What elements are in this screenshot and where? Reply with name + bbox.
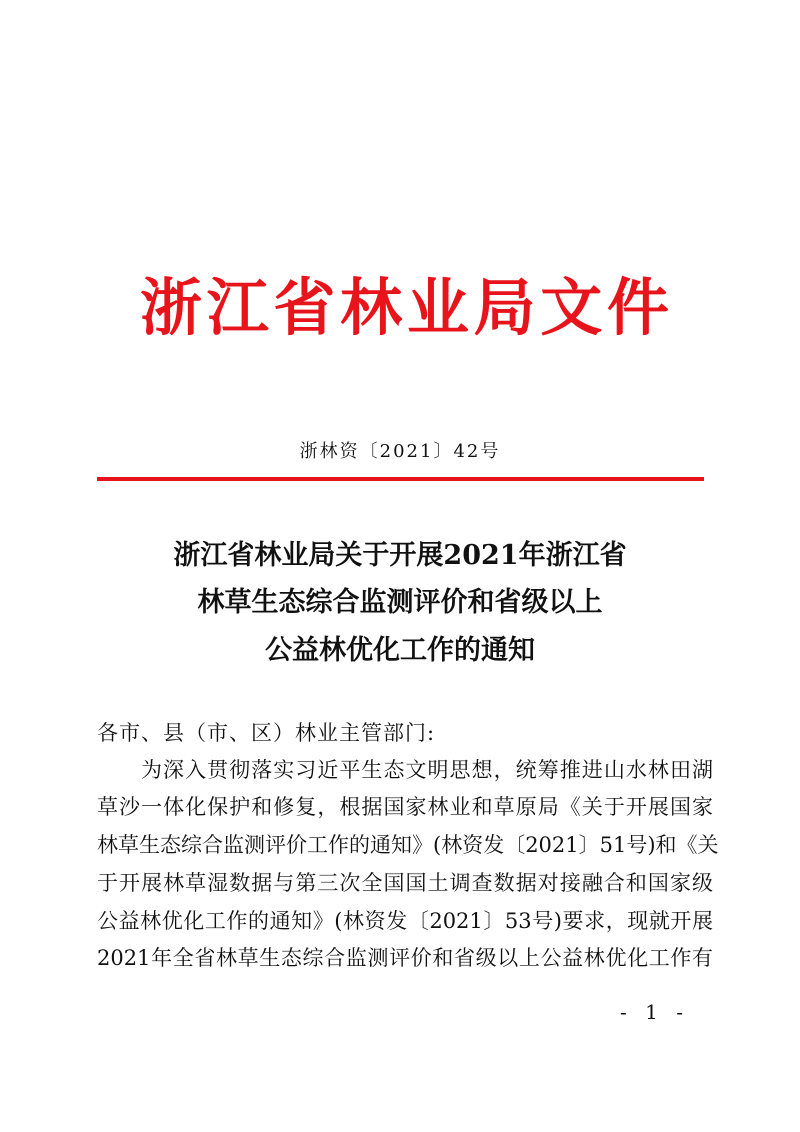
body-line: 草沙一体化保护和修复，根据国家林业和草原局《关于开展国家 <box>97 795 713 819</box>
document-title-line: 公益林优化工作的通知 <box>265 635 535 666</box>
body-line: 林草生态综合监测评价工作的通知》(林资发〔2021〕51号)和《关 <box>97 833 719 857</box>
document-title-line: 林草生态综合监测评价和省级以上 <box>197 587 603 618</box>
body-line: 2021年全省林草生态综合监测评价和省级以上公益林优化工作有 <box>97 946 713 970</box>
document-title-line: 浙江省林业局关于开展2021年浙江省 <box>173 540 627 571</box>
red-divider <box>97 477 704 481</box>
salutation: 各市、县（市、区）林业主管部门: <box>97 721 436 745</box>
body-line: 于开展林草湿数据与第三次全国国土调查数据对接融合和国家级 <box>97 871 713 895</box>
page-number: - 1 - <box>620 1000 689 1024</box>
issuer-title: 浙江省林业局文件 <box>140 271 670 344</box>
body-line: 公益林优化工作的通知》(林资发〔2021〕53号)要求，现就开展 <box>97 909 713 933</box>
body-line: 为深入贯彻落实习近平生态文明思想，统筹推进山水林田湖 <box>141 758 713 782</box>
document-number: 浙林资〔2021〕42号 <box>299 441 501 462</box>
